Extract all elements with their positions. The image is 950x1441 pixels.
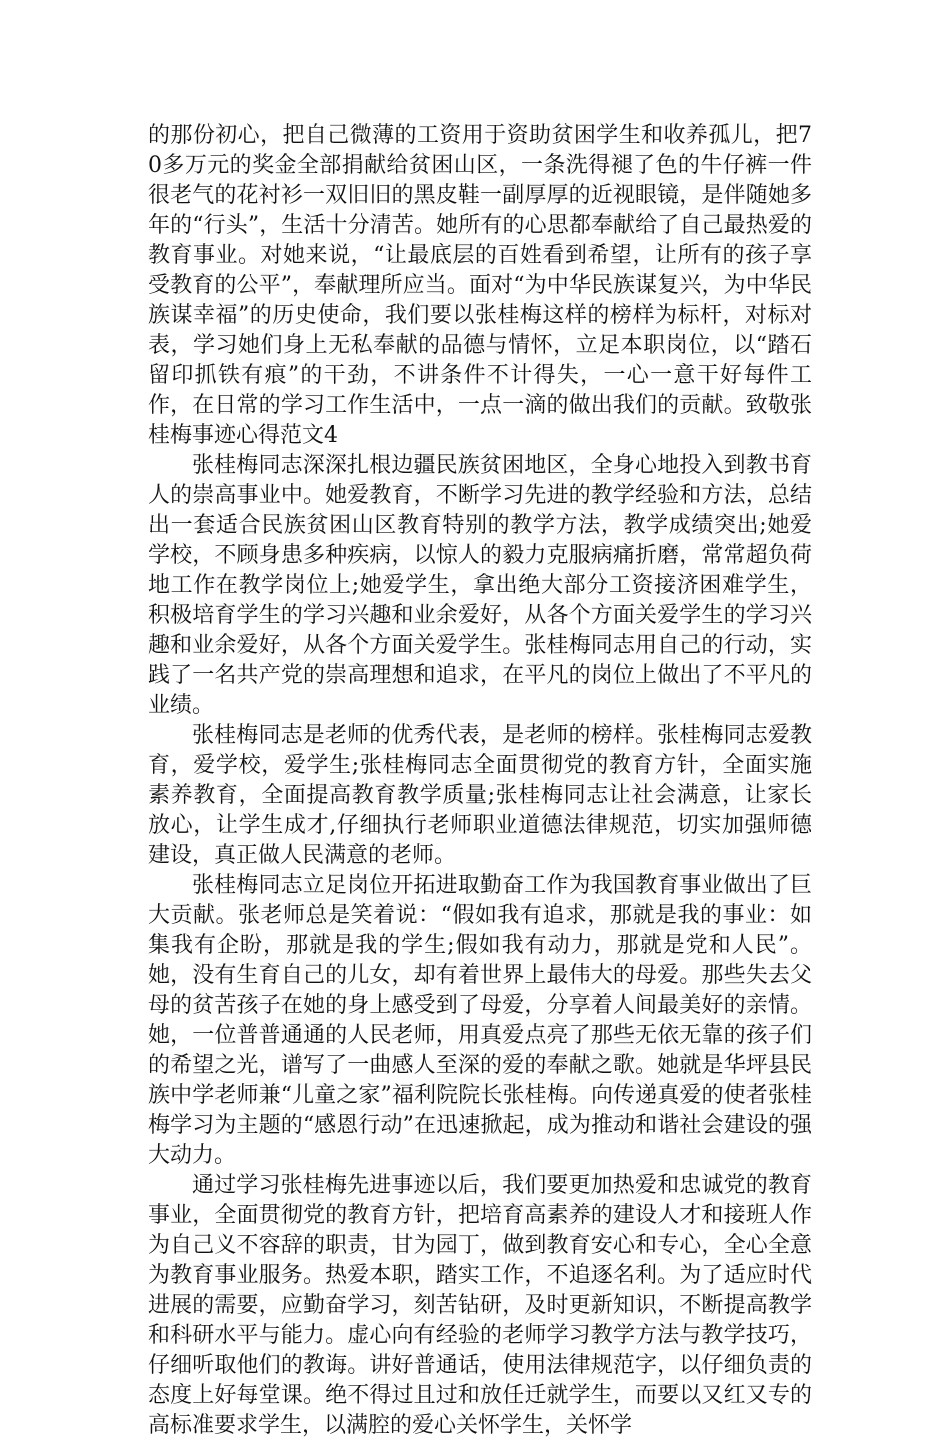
paragraph-2: 张桂梅同志深深扎根边疆民族贫困地区，全身心地投入到教书育人的崇高事业中。她爱教育，不断学习先进的教学经验和方法，总结出一套适合民族贫困山区教育特别的教学方法，教学成绩突出;她爱学校，不顾身患多种疾病，以惊人的毅力克服病痛折磨，常常超负荷地工作在教学岗位上;她爱学生，拿出绝大部分工资接济困难学生，积极培育学生的学习兴趣和业余爱好，从各个方面关爱学生的学习兴趣和业余爱好，从各个方面关爱学生。张桂梅同志用自己的行动，实践了一名共产党的崇高理想和追求，在平凡的岗位上做出了不平凡的业绩。 xyxy=(148,453,812,718)
paragraph-3: 张桂梅同志是老师的优秀代表，是老师的榜样。张桂梅同志爱教育，爱学校，爱学生;张桂梅同志全面贯彻党的教育方针，全面实施素养教育，全面提高教育教学质量;张桂梅同志让社会满意，让家长放心，让学生成才,仔细执行老师职业道德法律规范，切实加强师德建设，真正做人民满意的老师。 xyxy=(148,723,812,868)
paragraph-5: 通过学习张桂梅先进事迹以后，我们要更加热爱和忠诚党的教育事业，全面贯彻党的教育方针，把培育高素养的建设人才和接班人作为自己义不容辞的职责，甘为园丁，做到教育安心和专心，全心全意为教育事业服务。热爱本职，踏实工作，不追逐名利。为了适应时代进展的需要，应勤奋学习，刻苦钻研，及时更新知识，不断提高教学和科研水平与能力。虚心向有经验的老师学习教学方法与教学技巧，仔细听取他们的教诲。讲好普通话，使用法律规范字，以仔细负责的态度上好每堂课。绝不得过且过和放任迁就学生，而要以又红又专的高标准要求学生，以满腔的爱心关怀学生，关怀学 xyxy=(148,1173,812,1438)
paragraph-4: 张桂梅同志立足岗位开拓进取勤奋工作为我国教育事业做出了巨大贡献。张老师总是笑着说：“假如我有追求，那就是我的事业：如集我有企盼，那就是我的学生;假如我有动力，那就是党和人民”。她，没有生育自己的儿女，却有着世界上最伟大的母爱。那些失去父母的贫苦孩子在她的身上感受到了母爱，分享着人间最美好的亲情。她，一位普普通通的人民老师，用真爱点亮了那些无依无靠的孩子们的希望之光，谱写了一曲感人至深的爱的奉献之歌。她就是华坪县民族中学老师兼“儿童之家”福利院院长张桂梅。向传递真爱的使者张桂梅学习为主题的“感恩行动”在迅速掀起，成为推动和谐社会建设的强大动力。 xyxy=(148,873,812,1168)
document-body xyxy=(148,121,812,1441)
paragraph-1: 的那份初心，把自己微薄的工资用于资助贫困学生和收养孤儿，把70多万元的奖金全部捐献给贫困山区，一条洗得褪了色的牛仔裤一件很老气的花衬衫一双旧旧的黑皮鞋一副厚厚的近视眼镜，是伴随她多年的“行头”，生活十分清苦。她所有的心思都奉献给了自己最热爱的教育事业。对她来说，“让最底层的百姓看到希望，让所有的孩子享受教育的公平”，奉献理所应当。面对“为中华民族谋复兴，为中华民族谋幸福”的历史使命，我们要以张桂梅这样的榜样为标杆，对标对表，学习她们身上无私奉献的品德与情怀，立足本职岗位，以“踏石留印抓铁有痕”的干劲，不讲条件不计得失，一心一意干好每件工作，在日常的学习工作生活中，一点一滴的做出我们的贡献。致敬张桂梅事迹心得范文4 xyxy=(148,123,812,448)
